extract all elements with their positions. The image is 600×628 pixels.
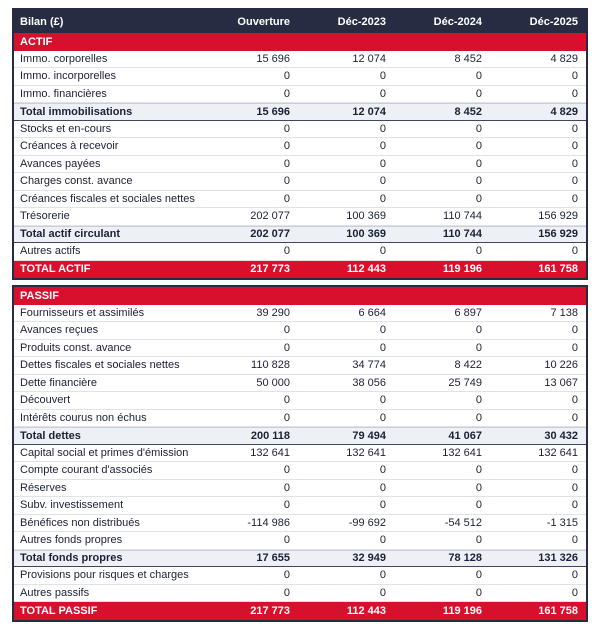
row-value-ouverture: 0: [283, 534, 290, 547]
data-row: [14, 68, 586, 86]
row-label: Total actif circulant: [20, 228, 121, 241]
subtotal-row: [14, 103, 586, 121]
row-value-dec-2024: 110 744: [442, 228, 482, 241]
row-label: Compte courant d'associés: [20, 464, 153, 477]
row-value-dec-2024: 8 422: [454, 359, 482, 372]
row-value-dec-2023: 0: [379, 122, 386, 135]
row-value-dec-2024: 78 128: [448, 552, 482, 565]
row-value-ouverture: 217 773: [250, 263, 290, 276]
row-value-dec-2025: 0: [571, 569, 578, 582]
data-row: [14, 515, 586, 533]
row-value-ouverture: 50 000: [256, 376, 290, 389]
column-header-dec-2023: Déc-2023: [337, 15, 386, 28]
row-value-dec-2023: 0: [379, 394, 386, 407]
row-value-ouverture: 132 641: [250, 446, 290, 459]
row-label: Stocks et en-cours: [20, 122, 112, 135]
row-value-dec-2025: 0: [571, 464, 578, 477]
row-value-ouverture: 15 696: [256, 52, 290, 65]
row-value-dec-2023: 0: [379, 481, 386, 494]
row-value-dec-2024: 0: [475, 87, 482, 100]
row-value-dec-2023: 0: [379, 464, 386, 477]
row-label: ACTIF: [20, 35, 53, 48]
row-value-dec-2025: 0: [571, 140, 578, 153]
row-value-ouverture: 0: [283, 70, 290, 83]
row-value-ouverture: 200 118: [250, 429, 290, 442]
row-value-ouverture: 0: [283, 192, 290, 205]
data-row: [14, 480, 586, 498]
row-label: TOTAL ACTIF: [20, 263, 91, 276]
row-value-dec-2024: 0: [475, 324, 482, 337]
table-header-row: [14, 10, 586, 33]
row-value-dec-2024: 110 744: [443, 210, 482, 223]
row-label: Fournisseurs et assimilés: [20, 306, 145, 319]
column-header-dec-2025: Déc-2025: [529, 15, 578, 28]
row-value-ouverture: 0: [283, 499, 290, 512]
row-value-dec-2025: 0: [571, 586, 578, 599]
row-value-dec-2024: 25 749: [448, 376, 482, 389]
data-row: [14, 340, 586, 358]
row-value-dec-2024: 8 452: [454, 52, 482, 65]
row-value-dec-2024: 119 196: [442, 263, 482, 276]
data-row: [14, 86, 586, 104]
row-value-dec-2023: 38 056: [352, 376, 386, 389]
row-value-dec-2025: 0: [571, 534, 578, 547]
row-value-dec-2025: 4 829: [550, 52, 578, 65]
row-label: PASSIF: [20, 289, 59, 302]
row-value-ouverture: 17 655: [256, 552, 290, 565]
data-row: [14, 532, 586, 550]
row-value-dec-2025: 161 758: [538, 604, 578, 617]
row-value-dec-2025: 161 758: [538, 263, 578, 276]
row-value-dec-2025: 30 432: [544, 429, 578, 442]
row-value-dec-2023: 0: [379, 569, 386, 582]
row-value-dec-2025: 0: [571, 192, 578, 205]
row-value-dec-2023: 0: [379, 87, 386, 100]
row-value-dec-2023: 6 664: [358, 306, 386, 319]
row-value-dec-2023: 0: [379, 157, 386, 170]
row-value-dec-2023: 100 369: [346, 228, 386, 241]
row-label: Trésorerie: [20, 210, 70, 223]
row-value-dec-2025: 0: [571, 157, 578, 170]
row-label: Charges const. avance: [20, 175, 133, 188]
row-value-dec-2023: 132 641: [346, 446, 386, 459]
data-row: [14, 156, 586, 174]
row-value-dec-2023: -99 692: [348, 516, 386, 529]
row-label: Découvert: [20, 394, 71, 407]
row-value-dec-2023: 0: [379, 245, 386, 258]
row-label: Subv. investissement: [20, 499, 124, 512]
row-value-dec-2023: 0: [379, 341, 386, 354]
row-value-dec-2025: 10 226: [544, 359, 578, 372]
row-value-dec-2023: 0: [379, 70, 386, 83]
row-value-ouverture: 0: [283, 122, 290, 135]
row-value-dec-2023: 0: [379, 175, 386, 188]
row-value-dec-2025: 156 929: [538, 228, 578, 241]
row-value-ouverture: 0: [283, 569, 290, 582]
row-value-dec-2025: -1 315: [546, 516, 578, 529]
subtotal-row: [14, 226, 586, 244]
total-row: [14, 602, 586, 620]
row-value-ouverture: 0: [283, 394, 290, 407]
row-value-dec-2023: 0: [379, 534, 386, 547]
row-value-dec-2024: 0: [475, 586, 482, 599]
row-label: Total immobilisations: [20, 105, 133, 118]
row-label: Créances fiscales et sociales nettes: [20, 192, 195, 205]
row-value-dec-2025: 7 138: [550, 306, 578, 319]
row-value-dec-2024: 8 452: [454, 105, 482, 118]
row-value-dec-2024: 0: [475, 499, 482, 512]
row-value-dec-2023: 0: [379, 140, 386, 153]
row-label: Bénéfices non distribués: [20, 516, 140, 529]
section-header-row: [14, 33, 586, 51]
row-value-dec-2024: 0: [475, 192, 482, 205]
row-value-dec-2024: 0: [475, 245, 482, 258]
row-value-ouverture: 0: [283, 140, 290, 153]
row-value-dec-2025: 4 829: [550, 105, 578, 118]
row-value-dec-2025: 0: [571, 122, 578, 135]
row-label: Produits const. avance: [20, 341, 132, 354]
row-label: Capital social et primes d'émission: [20, 446, 189, 459]
row-value-ouverture: 0: [283, 464, 290, 477]
row-label: Immo. financières: [20, 87, 107, 100]
row-value-dec-2024: 119 196: [442, 604, 482, 617]
row-value-dec-2023: 12 074: [352, 105, 386, 118]
row-value-dec-2023: 0: [379, 324, 386, 337]
data-row: [14, 375, 586, 393]
row-value-dec-2024: 6 897: [454, 306, 482, 319]
column-header-ouverture: Ouverture: [237, 15, 290, 28]
row-value-ouverture: 110 828: [251, 359, 290, 372]
row-value-dec-2025: 0: [571, 87, 578, 100]
data-row: [14, 322, 586, 340]
row-value-dec-2023: 12 074: [352, 52, 386, 65]
row-label: Autres actifs: [20, 245, 81, 258]
row-value-dec-2023: 0: [379, 586, 386, 599]
row-value-ouverture: 0: [283, 481, 290, 494]
row-label: Immo. incorporelles: [20, 70, 116, 83]
row-value-dec-2023: 100 369: [346, 210, 386, 223]
row-value-dec-2023: 34 774: [352, 359, 386, 372]
row-label: Total dettes: [20, 429, 81, 442]
row-value-dec-2023: 0: [379, 411, 386, 424]
data-row: [14, 585, 586, 603]
section-header-row: [14, 287, 586, 305]
data-row: [14, 173, 586, 191]
row-value-ouverture: 15 696: [256, 105, 290, 118]
row-value-dec-2025: 0: [571, 70, 578, 83]
row-label: Avances reçues: [20, 324, 99, 337]
row-value-dec-2024: 41 067: [448, 429, 482, 442]
row-value-dec-2024: 0: [475, 411, 482, 424]
row-value-ouverture: 0: [283, 87, 290, 100]
data-row: [14, 392, 586, 410]
row-value-dec-2024: 0: [475, 175, 482, 188]
row-value-dec-2024: 0: [475, 481, 482, 494]
row-label: Autres passifs: [20, 586, 90, 599]
data-row: [14, 51, 586, 69]
row-value-ouverture: 0: [283, 157, 290, 170]
row-value-dec-2024: 0: [475, 140, 482, 153]
row-value-ouverture: 0: [283, 341, 290, 354]
data-row: [14, 138, 586, 156]
row-value-dec-2024: 132 641: [442, 446, 482, 459]
row-value-dec-2025: 132 641: [538, 446, 578, 459]
row-label: Réserves: [20, 481, 67, 494]
row-value-ouverture: 217 773: [250, 604, 290, 617]
row-value-ouverture: -114 986: [247, 516, 290, 529]
row-value-ouverture: 202 077: [250, 210, 290, 223]
data-row: [14, 243, 586, 261]
data-row: [14, 462, 586, 480]
row-value-dec-2025: 0: [571, 245, 578, 258]
data-row: [14, 208, 586, 226]
row-value-dec-2023: 79 494: [352, 429, 386, 442]
row-value-dec-2025: 0: [571, 394, 578, 407]
total-row: [14, 261, 586, 279]
row-value-ouverture: 0: [283, 175, 290, 188]
row-label: Immo. corporelles: [20, 52, 108, 65]
row-value-dec-2025: 13 067: [544, 376, 578, 389]
row-value-dec-2025: 0: [571, 324, 578, 337]
subtotal-row: [14, 550, 586, 568]
row-value-dec-2024: 0: [475, 341, 482, 354]
data-row: [14, 357, 586, 375]
row-value-dec-2025: 0: [571, 341, 578, 354]
row-label: Dette financière: [20, 376, 98, 389]
row-value-ouverture: 0: [283, 411, 290, 424]
row-value-dec-2024: 0: [475, 394, 482, 407]
row-value-ouverture: 0: [283, 324, 290, 337]
row-value-dec-2024: 0: [475, 157, 482, 170]
row-label: Dettes fiscales et sociales nettes: [20, 359, 180, 372]
row-value-dec-2024: 0: [475, 569, 482, 582]
data-row: [14, 497, 586, 515]
passif-table: [12, 285, 588, 622]
row-value-dec-2024: -54 512: [444, 516, 482, 529]
row-value-dec-2025: 0: [571, 175, 578, 188]
subtotal-row: [14, 427, 586, 445]
data-row: [14, 410, 586, 428]
row-value-dec-2025: 131 326: [538, 552, 578, 565]
data-row: [14, 567, 586, 585]
row-value-ouverture: 39 290: [256, 306, 290, 319]
row-value-dec-2023: 112 443: [346, 263, 386, 276]
data-row: [14, 191, 586, 209]
row-value-dec-2023: 112 443: [346, 604, 386, 617]
data-row: [14, 305, 586, 323]
row-label: Provisions pour risques et charges: [20, 569, 189, 582]
row-value-dec-2024: 0: [475, 122, 482, 135]
row-label: Total fonds propres: [20, 552, 123, 565]
row-value-ouverture: 0: [283, 245, 290, 258]
row-label: TOTAL PASSIF: [20, 604, 98, 617]
row-value-ouverture: 0: [283, 586, 290, 599]
row-value-dec-2023: 0: [379, 499, 386, 512]
row-value-dec-2023: 32 949: [352, 552, 386, 565]
row-label: Autres fonds propres: [20, 534, 123, 547]
data-row: [14, 445, 586, 463]
row-label: Avances payées: [20, 157, 101, 170]
row-label: Intérêts courus non échus: [20, 411, 147, 424]
row-value-ouverture: 202 077: [250, 228, 290, 241]
row-value-dec-2025: 0: [571, 411, 578, 424]
data-row: [14, 121, 586, 139]
row-value-dec-2025: 0: [571, 499, 578, 512]
row-value-dec-2024: 0: [475, 464, 482, 477]
row-value-dec-2024: 0: [475, 534, 482, 547]
row-value-dec-2025: 0: [571, 481, 578, 494]
row-value-dec-2025: 156 929: [538, 210, 578, 223]
row-label: Créances à recevoir: [20, 140, 119, 153]
actif-table: [12, 8, 588, 280]
table-title: Bilan (£): [20, 15, 64, 28]
row-value-dec-2024: 0: [475, 70, 482, 83]
row-value-dec-2023: 0: [379, 192, 386, 205]
column-header-dec-2024: Déc-2024: [433, 15, 482, 28]
